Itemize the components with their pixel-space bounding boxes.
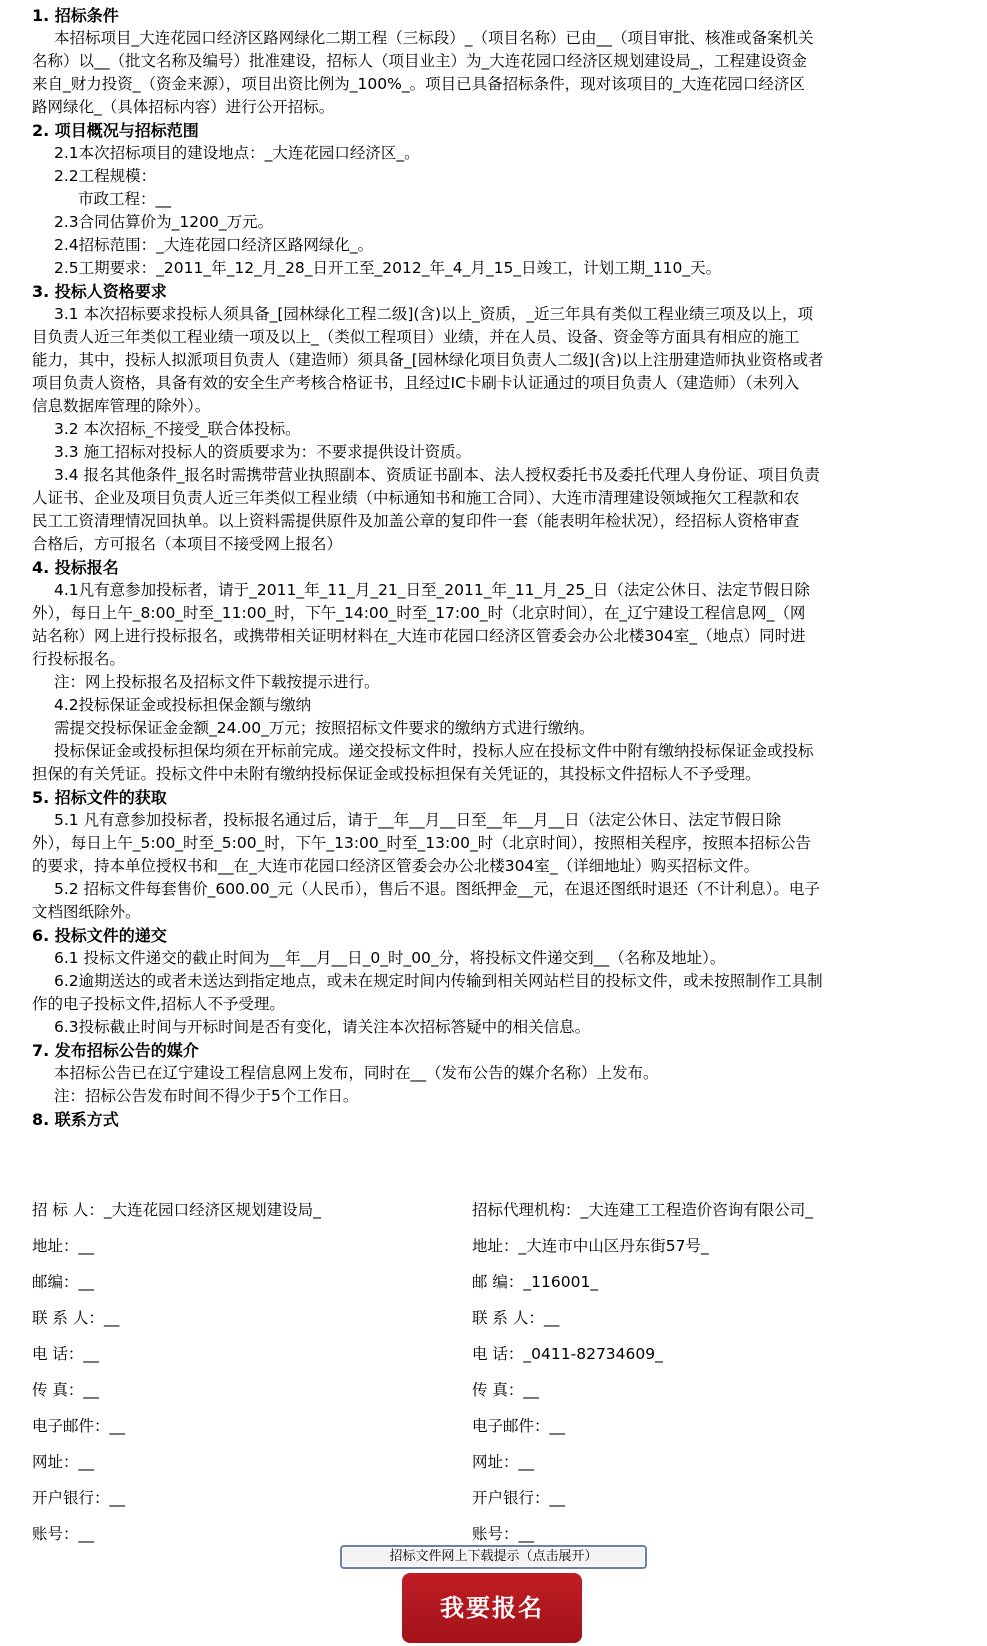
section-4-line: 投标保证金或投标担保均须在开标前完成。递交投标文件时，投标人应在投标文件中附有缴纳投标保证金或投标 bbox=[54, 742, 814, 760]
contact-row bbox=[32, 1300, 952, 1336]
section-4-line: 行投标报名。 bbox=[32, 650, 126, 668]
contact-row bbox=[32, 1264, 952, 1300]
tenderer-contact: 电 话：__ bbox=[32, 1345, 99, 1363]
agency-contact: 账号：__ bbox=[472, 1525, 535, 1543]
agency-contact: 邮 编：_116001_ bbox=[472, 1273, 599, 1291]
section-1-line: 来自_财力投资_（资金来源），项目出资比例为_100%_。项目已具备招标条件，现对该项目的_大连花园口经济区 bbox=[32, 75, 805, 93]
section-5-line: 外），每日上午_5:00_时至_5:00_时，下午_13:00_时至_13:00_时（北京时间），按照相关程序，按照本招标公告 bbox=[32, 834, 811, 852]
register-button[interactable]: 我要报名 bbox=[402, 1573, 582, 1643]
tenderer-contact: 账号：__ bbox=[32, 1525, 95, 1543]
section-3-line: 3.1 本次招标要求投标人须具备_[园林绿化工程二级](含)以上_资质，_近三年具有类似工程业绩三项及以上，项 bbox=[54, 305, 814, 323]
section-3-line: 3.4 报名其他条件_报名时需携带营业执照副本、资质证书副本、法人授权委托书及委托代理人身份证、项目负责 bbox=[54, 466, 820, 484]
tenderer-contact: 联 系 人：__ bbox=[32, 1309, 120, 1327]
tender-notice bbox=[32, 4, 952, 1131]
section-2-line: 市政工程：__ bbox=[78, 190, 172, 208]
contact-row bbox=[32, 1336, 952, 1372]
agency-contact: 招标代理机构：_大连建工工程造价咨询有限公司_ bbox=[472, 1201, 814, 1219]
tenderer-contact: 开户银行：__ bbox=[32, 1489, 126, 1507]
section-1-line: 本招标项目_大连花园口经济区路网绿化二期工程（三标段）_（项目名称）已由__（项目审批、核准或备案机关 bbox=[54, 29, 814, 47]
section-3-line: 合格后，方可报名（本项目不接受网上报名） bbox=[32, 535, 343, 553]
section-4-line: 担保的有关凭证。投标文件中未附有缴纳投标保证金或投标担保有关凭证的，其投标文件招标人不予受理。 bbox=[32, 765, 761, 783]
section-6-line: 6.2逾期送达的或者未送达到指定地点，或未在规定时间内传输到相关网站栏目的投标文件，或未按照制作工具制 bbox=[54, 972, 823, 990]
section-1-line: 名称）以__（批文名称及编号）批准建设，招标人（项目业主）为_大连花园口经济区规划建设局_，工程建设资金 bbox=[32, 52, 808, 70]
section-7-line: 本招标公告已在辽宁建设工程信息网上发布，同时在__（发布公告的媒介名称）上发布。 bbox=[54, 1064, 659, 1082]
agency-contact: 地址：_大连市中山区丹东街57号_ bbox=[472, 1237, 709, 1255]
section-2-line: 2.1本次招标项目的建设地点：_大连花园口经济区_。 bbox=[54, 144, 420, 162]
section-5-title: 5. 招标文件的获取 bbox=[32, 788, 167, 807]
section-7-title: 7. 发布招标公告的媒介 bbox=[32, 1041, 199, 1060]
section-3-line: 人证书、企业及项目负责人近三年类似工程业绩（中标通知书和施工合同）、大连市清理建设领域拖欠工程款和农 bbox=[32, 489, 800, 507]
section-4-line: 4.1凡有意参加投标者，请于_2011_年_11_月_21_日至_2011_年_11_月_25_日（法定公休日、法定节假日除 bbox=[54, 581, 810, 599]
section-4-title: 4. 投标报名 bbox=[32, 558, 119, 577]
download-tips-button[interactable]: 招标文件网上下载提示（点击展开） bbox=[340, 1545, 647, 1569]
contact-row bbox=[32, 1480, 952, 1516]
section-2-line: 2.3合同估算价为_1200_万元。 bbox=[54, 213, 274, 231]
contact-row bbox=[32, 1444, 952, 1480]
agency-contact: 网址：__ bbox=[472, 1453, 535, 1471]
section-3-line: 民工工资清理情况回执单。以上资料需提供原件及加盖公章的复印件一套（能表明年检状况），经招标人资格审查 bbox=[32, 512, 800, 530]
section-4-note: 注：网上投标报名及招标文件下载按提示进行。 bbox=[54, 673, 380, 691]
section-3-line: 项目负责人资格，具备有效的安全生产考核合格证书，且经过IC卡刷卡认证通过的项目负责人（建造师）（未列入 bbox=[32, 374, 800, 392]
section-3-line: 信息数据库管理的除外）。 bbox=[32, 397, 211, 415]
section-3-line: 3.2 本次招标_不接受_联合体投标。 bbox=[54, 420, 301, 438]
contact-table bbox=[32, 1192, 952, 1552]
agency-contact: 电 话：_0411-82734609_ bbox=[472, 1345, 663, 1363]
tenderer-contact: 地址：__ bbox=[32, 1237, 95, 1255]
section-2-line: 2.2工程规模： bbox=[54, 167, 157, 185]
section-5-line: 5.1 凡有意参加投标者，投标报名通过后，请于__年__月__日至__年__月__日（法定公休日、法定节假日除 bbox=[54, 811, 782, 829]
section-3-line: 3.3 施工招标对投标人的资质要求为：不要求提供设计资质。 bbox=[54, 443, 472, 461]
section-2-line: 2.4招标范围：_大连花园口经济区路网绿化_。 bbox=[54, 236, 374, 254]
contact-row bbox=[32, 1408, 952, 1444]
section-6-line: 6.3投标截止时间与开标时间是否有变化，请关注本次招标答疑中的相关信息。 bbox=[54, 1018, 591, 1036]
contact-row bbox=[32, 1228, 952, 1264]
section-4-line: 外），每日上午_8:00_时至_11:00_时，下午_14:00_时至_17:00_时（北京时间），在_辽宁建设工程信息网_（网 bbox=[32, 604, 806, 622]
tenderer-contact: 邮编：__ bbox=[32, 1273, 95, 1291]
section-3-line: 目负责人近三年类似工程业绩一项及以上_（类似工程项目）业绩，并在人员、设备、资金等方面具有相应的施工 bbox=[32, 328, 800, 346]
agency-contact: 开户银行：__ bbox=[472, 1489, 566, 1507]
agency-contact: 传 真：__ bbox=[472, 1381, 539, 1399]
section-8-title: 8. 联系方式 bbox=[32, 1110, 119, 1129]
section-1-line: 路网绿化_（具体招标内容）进行公开招标。 bbox=[32, 98, 335, 116]
tenderer-contact: 电子邮件：__ bbox=[32, 1417, 126, 1435]
section-5-line: 的要求，持本单位授权书和__在_大连市花园口经济区管委会办公北楼304室_（详细地址）购买招标文件。 bbox=[32, 857, 760, 875]
section-3-title: 3. 投标人资格要求 bbox=[32, 282, 167, 301]
agency-contact: 联 系 人：__ bbox=[472, 1309, 560, 1327]
tenderer-contact: 招 标 人：_大连花园口经济区规划建设局_ bbox=[32, 1201, 321, 1219]
agency-contact: 电子邮件：__ bbox=[472, 1417, 566, 1435]
section-5-line: 文档图纸除外。 bbox=[32, 903, 141, 921]
section-7-note: 注：招标公告发布时间不得少于5个工作日。 bbox=[54, 1087, 359, 1105]
section-6-line: 6.1 投标文件递交的截止时间为__年__月__日_0_时_00_分，将投标文件递交到__（名称及地址）。 bbox=[54, 949, 726, 967]
section-4-line: 4.2投标保证金或投标担保金额与缴纳 bbox=[54, 696, 312, 714]
section-1-title: 1. 招标条件 bbox=[32, 6, 119, 25]
section-4-line: 需提交投标保证金金额_24.00_万元；按照招标文件要求的缴纳方式进行缴纳。 bbox=[54, 719, 595, 737]
section-2-title: 2. 项目概况与招标范围 bbox=[32, 121, 199, 140]
section-4-line: 站名称）网上进行投标报名，或携带相关证明材料在_大连市花园口经济区管委会办公北楼304室_（地点）同时进 bbox=[32, 627, 806, 645]
section-2-line: 2.5工期要求：_2011_年_12_月_28_日开工至_2012_年_4_月_15_日竣工，计划工期_110_天。 bbox=[54, 259, 722, 277]
section-3-line: 能力，其中，投标人拟派项目负责人（建造师）须具备_[园林绿化项目负责人二级](含)以上注册建造师执业资格或者 bbox=[32, 351, 824, 369]
section-5-line: 5.2 招标文件每套售价_600.00_元（人民币），售后不退。图纸押金__元，在退还图纸时退还（不计利息）。电子 bbox=[54, 880, 820, 898]
section-6-title: 6. 投标文件的递交 bbox=[32, 926, 167, 945]
tenderer-contact: 网址：__ bbox=[32, 1453, 95, 1471]
section-6-line: 作的电子投标文件,招标人不予受理。 bbox=[32, 995, 285, 1013]
contact-row bbox=[32, 1192, 952, 1228]
contact-row bbox=[32, 1372, 952, 1408]
tenderer-contact: 传 真：__ bbox=[32, 1381, 99, 1399]
